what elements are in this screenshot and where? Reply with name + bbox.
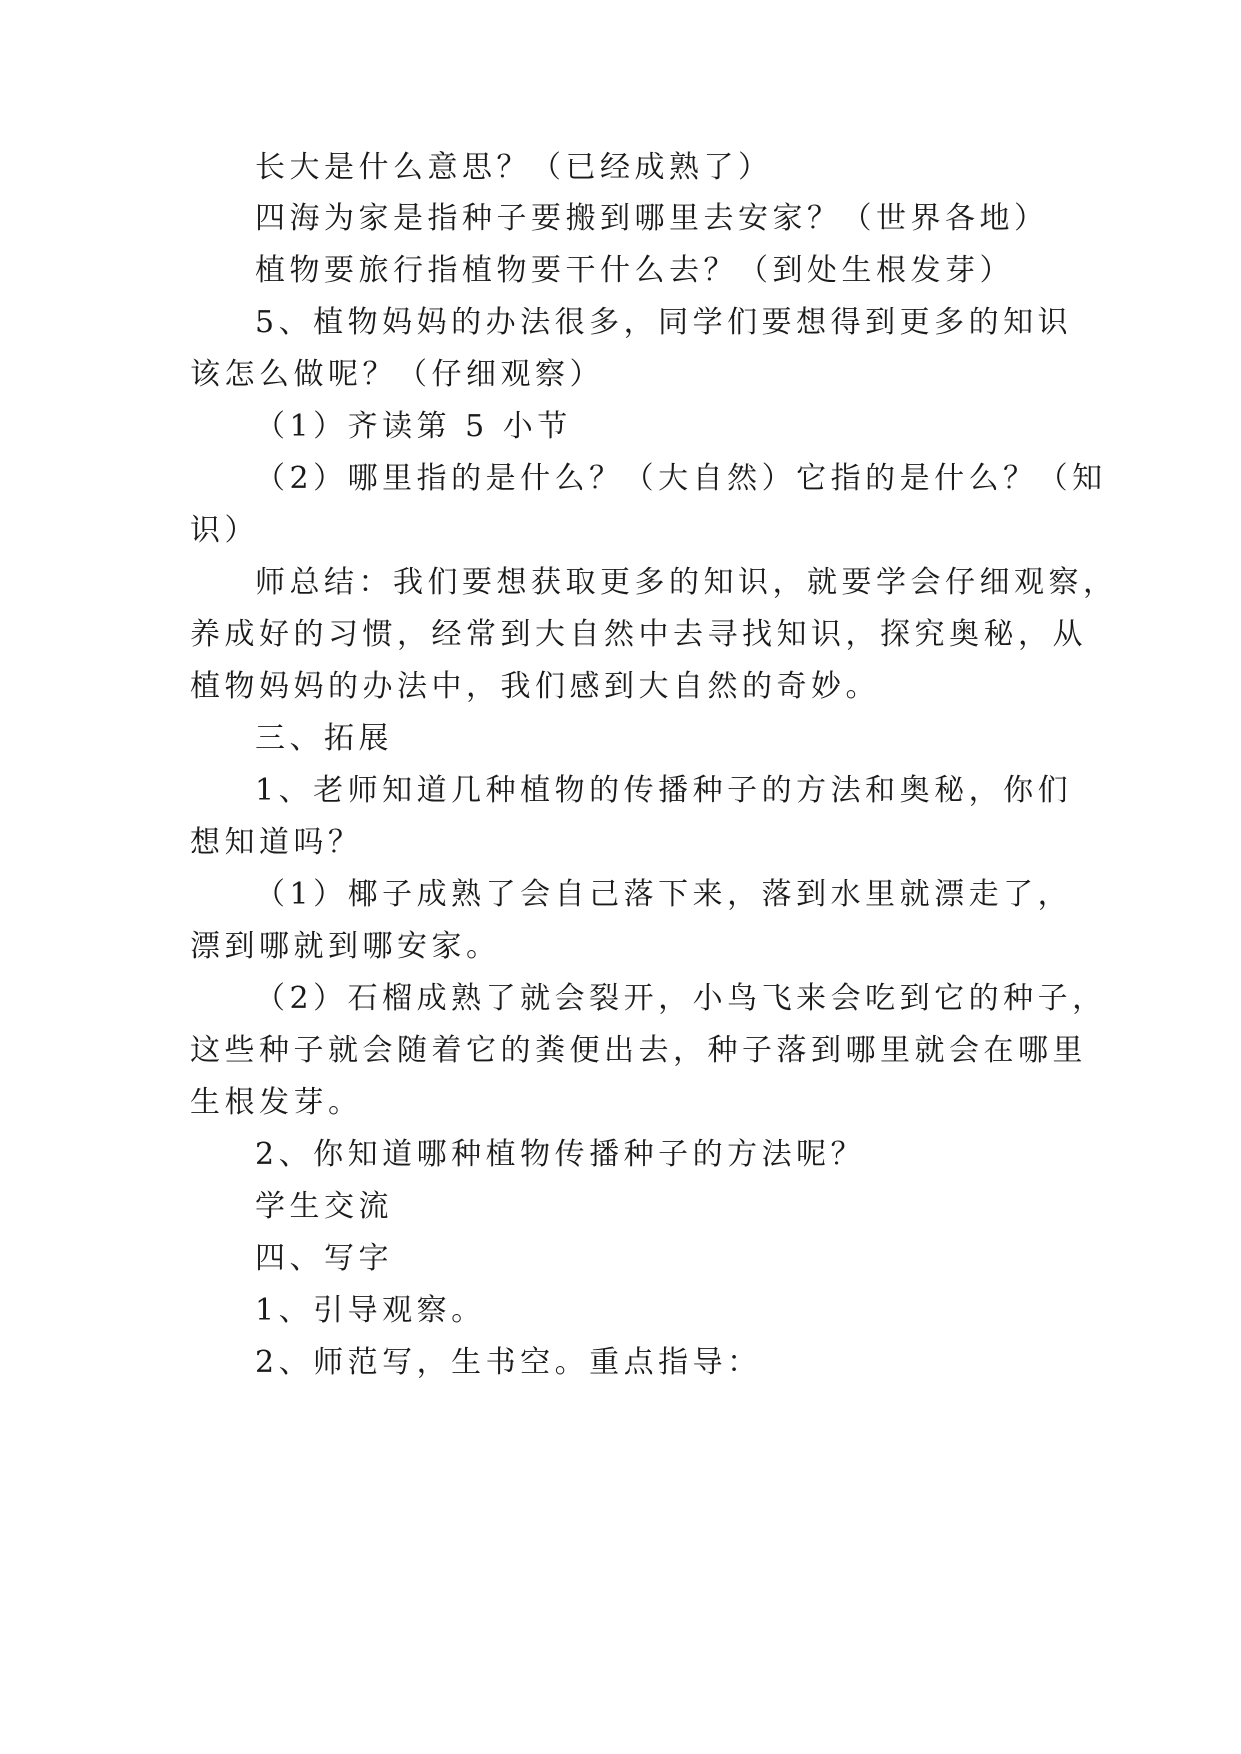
text-line: 该怎么做呢？（仔细观察） bbox=[190, 357, 604, 392]
text-line: 2、你知道哪种植物传播种子的方法呢？ bbox=[255, 1137, 866, 1172]
text-line: 1、引导观察。 bbox=[255, 1293, 486, 1328]
text-line: 1、老师知道几种植物的传播种子的方法和奥秘，你们 bbox=[255, 773, 1073, 808]
text-line: 2、师范写，生书空。重点指导： bbox=[255, 1345, 762, 1380]
text-line: （2）哪里指的是什么？（大自然）它指的是什么？（知 bbox=[255, 461, 1107, 496]
text-line: （2）石榴成熟了就会裂开，小鸟飞来会吃到它的种子， bbox=[255, 981, 1107, 1016]
text-line: 植物妈妈的办法中，我们感到大自然的奇妙。 bbox=[190, 669, 880, 704]
text-line: 四海为家是指种子要搬到哪里去安家？（世界各地） bbox=[255, 201, 1049, 236]
text-line: 漂到哪就到哪安家。 bbox=[190, 929, 501, 964]
section-heading: 三、拓展 bbox=[255, 721, 393, 756]
section-heading: 四、写字 bbox=[255, 1241, 393, 1276]
text-line: 生根发芽。 bbox=[190, 1085, 363, 1120]
text-line: （1）椰子成熟了会自己落下来，落到水里就漂走了， bbox=[255, 877, 1073, 912]
text-line: 长大是什么意思？（已经成熟了） bbox=[255, 150, 773, 185]
text-line: 养成好的习惯，经常到大自然中去寻找知识，探究奥秘，从 bbox=[190, 617, 1087, 652]
text-line: 识） bbox=[190, 513, 259, 548]
text-line: 5、植物妈妈的办法很多，同学们要想得到更多的知识 bbox=[255, 305, 1073, 340]
text-line: 想知道吗？ bbox=[190, 825, 363, 860]
text-line: 师总结：我们要想获取更多的知识，就要学会仔细观察， bbox=[255, 565, 1118, 600]
text-line: （1）齐读第 5 小节 bbox=[255, 409, 572, 444]
text-line: 植物要旅行指植物要干什么去？（到处生根发芽） bbox=[255, 253, 1014, 288]
text-line: 学生交流 bbox=[255, 1189, 393, 1224]
text-line: 这些种子就会随着它的粪便出去，种子落到哪里就会在哪里 bbox=[190, 1033, 1087, 1068]
